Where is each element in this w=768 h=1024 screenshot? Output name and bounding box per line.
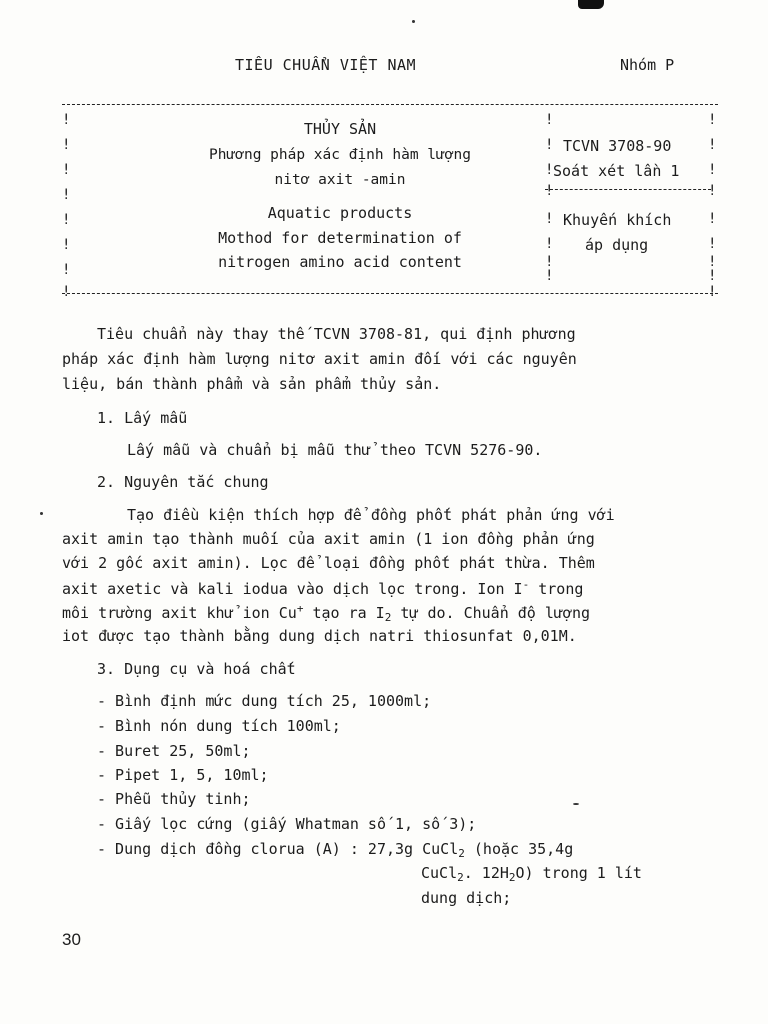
standard-group-label: Nhóm P — [620, 56, 675, 74]
english-subtitle-line1: Mothod for determination of — [218, 229, 462, 247]
box-middle-edge: ! — [545, 162, 554, 178]
box-right-edge: ! — [708, 112, 717, 128]
recommendation-line2: áp dụng — [585, 236, 649, 254]
box-right-edge: ! — [708, 211, 717, 227]
equipment-item: - Pipet 1, 5, 10ml; — [97, 766, 269, 784]
revision-note: Soát xét lần 1 — [553, 162, 680, 180]
section2-line6: iot được tạo thành bằng dung dịch natri thiosunfat 0,01M. — [62, 627, 577, 645]
intro-line2: pháp xác định hàm lượng nitơ axit amin đối với các nguyên — [62, 350, 577, 368]
box-middle-edge: ! — [545, 268, 554, 284]
reagent-a-line3: dung dịch; — [421, 889, 512, 907]
section2-line3: với 2 gốc axit amin). Lọc để loại đồng phốt phát thừa. Thêm — [62, 554, 595, 572]
box-left-edge: ! — [62, 237, 71, 253]
recommendation-line1: Khuyến khích — [563, 211, 672, 229]
standard-code: TCVN 3708-90 — [563, 137, 672, 155]
box-middle-edge: ! — [545, 236, 554, 252]
english-subtitle-line2: nitrogen amino acid content — [218, 253, 462, 271]
intro-line1: Tiêu chuẩn này thay thế TCVN 3708-81, qui định phương — [97, 325, 576, 343]
section1-heading: 1. Lấy mẫu — [97, 409, 188, 427]
box-middle-edge: ! — [545, 254, 554, 270]
section2-line4: axit axetic và kali iodua vào dịch lọc trong. Ion I- trong — [62, 578, 584, 598]
box-right-edge: ! — [708, 137, 717, 153]
equipment-item: - Phễu thủy tinh; — [97, 790, 251, 808]
box-middle-edge: ! — [545, 183, 554, 199]
box-left-edge: ! — [62, 112, 71, 128]
box-right-edge: ! — [708, 284, 717, 300]
section3-heading: 3. Dụng cụ và hoá chất — [97, 660, 296, 678]
reagent-a-line2: CuCl$_2$. $12H_2O$) trong 1 lít — [421, 864, 642, 884]
intro-line3: liệu, bán thành phẩm và sản phẩm thủy sản. — [62, 375, 442, 393]
box-right-edge: ! — [708, 183, 717, 199]
box-top-border — [62, 104, 718, 105]
page-number: 30 — [62, 930, 81, 949]
equipment-item: - Bình định mức dung tích 25, 1000ml; — [97, 692, 432, 710]
box-left-edge: ! — [62, 284, 71, 300]
box-right-edge: ! — [708, 268, 717, 284]
box-right-divider — [545, 189, 711, 190]
box-middle-edge: ! — [545, 211, 554, 227]
standard-header-title: TIÊU CHUẨN VIỆT NAM — [235, 56, 417, 74]
section2-heading: 2. Nguyên tắc chung — [97, 473, 269, 491]
box-left-edge: ! — [62, 212, 71, 228]
box-right-edge: ! — [708, 162, 717, 178]
english-title: Aquatic products — [267, 204, 413, 222]
section1-text: Lấy mẫu và chuẩn bị mẫu thử theo TCVN 5276-90. — [127, 441, 543, 459]
box-bottom-border — [62, 293, 718, 294]
ink-blot — [578, 0, 604, 9]
box-right-edge: ! — [708, 254, 717, 270]
equipment-item: - Bình nón dung tích 100ml; — [97, 717, 341, 735]
box-left-edge: ! — [62, 262, 71, 278]
section2-line5: môi trường axit khử ion Cu+ tạo ra $I_2$ tự do. Chuẩn độ lượng — [62, 602, 591, 624]
scan-speck — [573, 803, 579, 805]
box-middle-edge: ! — [545, 137, 554, 153]
box-left-edge: ! — [62, 162, 71, 178]
scan-speck — [412, 20, 415, 23]
equipment-item: - Buret 25, 50ml; — [97, 742, 251, 760]
equipment-item: - Giấy lọc cứng (giấy Whatman số 1, số 3); — [97, 815, 477, 833]
box-right-edge: ! — [708, 236, 717, 252]
box-left-edge: ! — [62, 137, 71, 153]
vietnamese-subtitle-line1: Phương pháp xác định hàm lượng — [209, 147, 471, 163]
section2-line1: Tạo điều kiện thích hợp để đồng phốt phát phản ứng với — [127, 506, 615, 524]
vietnamese-subtitle-line2: nitơ axit -amin — [274, 172, 406, 188]
box-middle-edge: ! — [545, 112, 554, 128]
vietnamese-title: THỦY SẢN — [303, 120, 377, 138]
section2-line2: axit amin tạo thành muối của axit amin (1 ion đồng phản ứng — [62, 530, 595, 548]
box-left-edge: ! — [62, 187, 71, 203]
scan-speck — [40, 512, 43, 515]
reagent-a-line1: - Dung dịch đồng clorua (A) : 27,3g CuCl$_2$ (hoặc 35,4g — [97, 840, 574, 860]
